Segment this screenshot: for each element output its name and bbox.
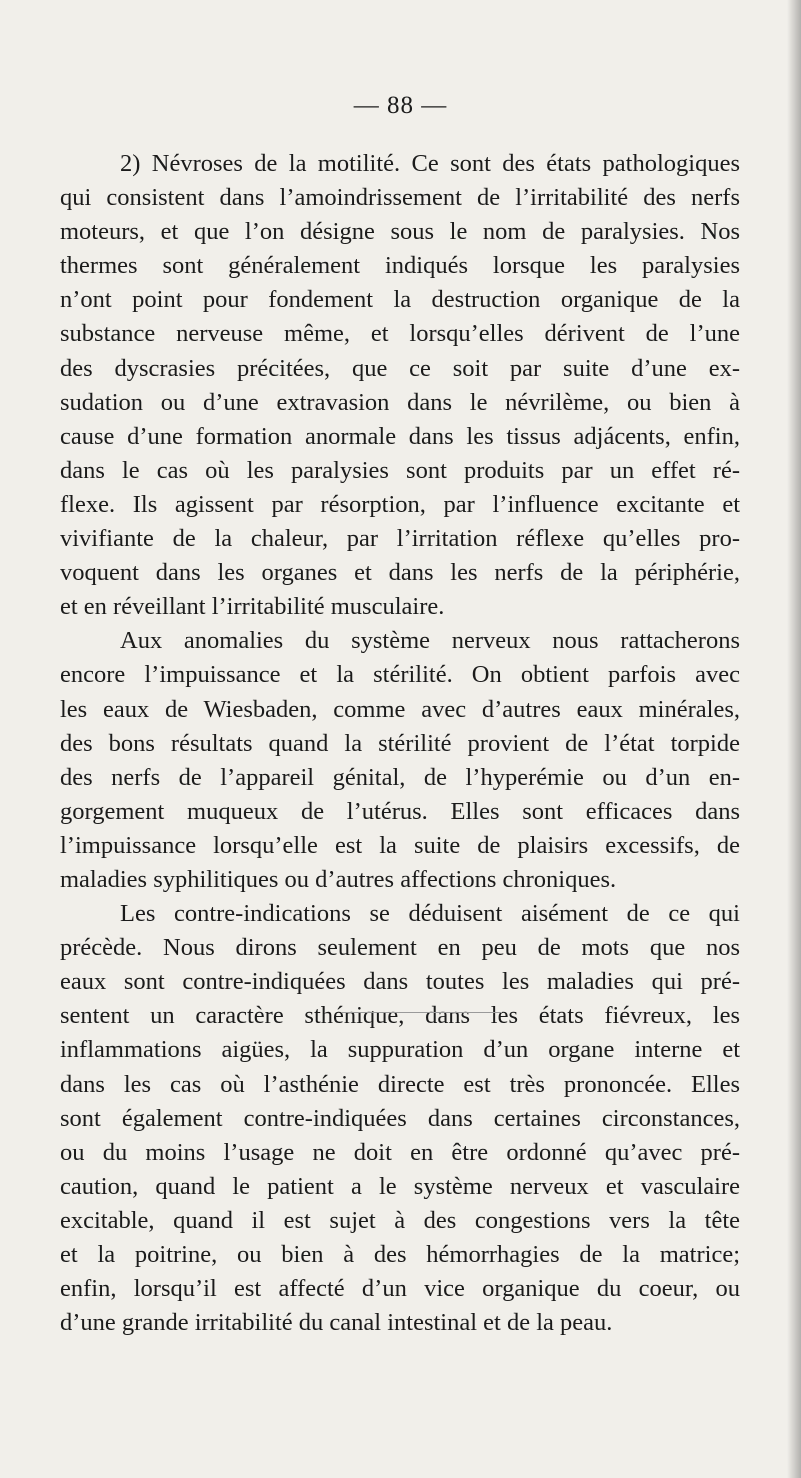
text-line: caution, quand le patient a le système nerveux et vasculaire [60, 1172, 740, 1200]
text-line: eaux sont contre-indiquées dans toutes les maladies qui pré- [60, 968, 740, 996]
text-line: excitable, quand il est sujet à des congestions vers la tête [60, 1206, 740, 1234]
text-line: l’impuissance lorsqu’elle est la suite de plaisirs excessifs, de [60, 831, 740, 859]
text-line: des nerfs de l’appareil génital, de l’hyperémie ou d’un en- [60, 763, 740, 791]
text-line: d’une grande irritabilité du canal intestinal et de la peau. [60, 1309, 613, 1337]
text-line: voquent dans les organes et dans les nerfs de la périphérie, [60, 559, 740, 587]
text-line: encore l’impuissance et la stérilité. On obtient parfois avec [60, 661, 740, 689]
text-line: et la poitrine, ou bien à des hémorrhagies de la matrice; [60, 1241, 740, 1268]
text-line: inflammations aigües, la suppuration d’un organe interne et [60, 1036, 740, 1064]
text-line: Les contre-indications se déduisent aisément de ce qui [120, 900, 740, 928]
end-rule [342, 1012, 502, 1013]
text-line: maladies syphilitiques ou d’autres affections chroniques. [60, 865, 617, 893]
text-line: sudation ou d’une extravasion dans le névrilème, ou bien à [60, 388, 740, 416]
paragraph-contre-indications [60, 897, 740, 1340]
text-line: dans les cas où l’asthénie directe est très prononcée. Elles [60, 1070, 740, 1098]
page-edge-shadow [787, 0, 801, 1478]
paragraph-nevroses-motilite [60, 147, 740, 624]
text-line: substance nerveuse même, et lorsqu’elles dérivent de l’une [60, 320, 740, 348]
text-line: des dyscrasies précitées, que ce soit par suite d’une ex- [60, 354, 740, 382]
paragraph-impuissance-sterilite [60, 624, 740, 897]
text-line: flexe. Ils agissent par résorption, par l’influence excitante et [60, 490, 740, 518]
text-line: thermes sont généralement indiqués lorsque les paralysies [60, 252, 740, 280]
text-line: n’ont point pour fondement la destruction organique de la [60, 286, 740, 314]
page-number: — 88 — [353, 92, 448, 119]
text-line: cause d’une formation anormale dans les tissus adjácents, enfin, [60, 422, 740, 450]
text-line: gorgement muqueux de l’utérus. Elles sont efficaces dans [60, 797, 740, 825]
text-line: moteurs, et que l’on désigne sous le nom de paralysies. Nos [60, 218, 740, 246]
text-line: vivifiante de la chaleur, par l’irritation réflexe qu’elles pro- [60, 525, 740, 553]
text-line: et en réveillant l’irritabilité musculaire. [60, 593, 445, 621]
text-line: dans le cas où les paralysies sont produits par un effet ré- [60, 456, 740, 484]
text-line: les eaux de Wiesbaden, comme avec d’autres eaux minérales, [60, 695, 740, 723]
text-line: des bons résultats quand la stérilité provient de l’état torpide [60, 729, 740, 757]
text-line: qui consistent dans l’amoindrissement de l’irritabilité des nerfs [60, 184, 740, 212]
text-line: sentent un caractère sthénique, dans les états fiévreux, les [60, 1002, 740, 1030]
text-line: enfin, lorsqu’il est affecté d’un vice organique du coeur, ou [60, 1275, 740, 1303]
text-line: 2) Névroses de la motilité. Ce sont des états pathologiques [120, 150, 740, 177]
text-line: ou du moins l’usage ne doit en être ordonné qu’avec pré- [60, 1138, 740, 1166]
text-line: sont également contre-indiquées dans certaines circonstances, [60, 1104, 740, 1132]
text-line: Aux anomalies du système nerveux nous rattacherons [120, 627, 740, 655]
text-line: précède. Nous dirons seulement en peu de mots que nos [60, 934, 740, 962]
body-text [60, 147, 740, 1340]
